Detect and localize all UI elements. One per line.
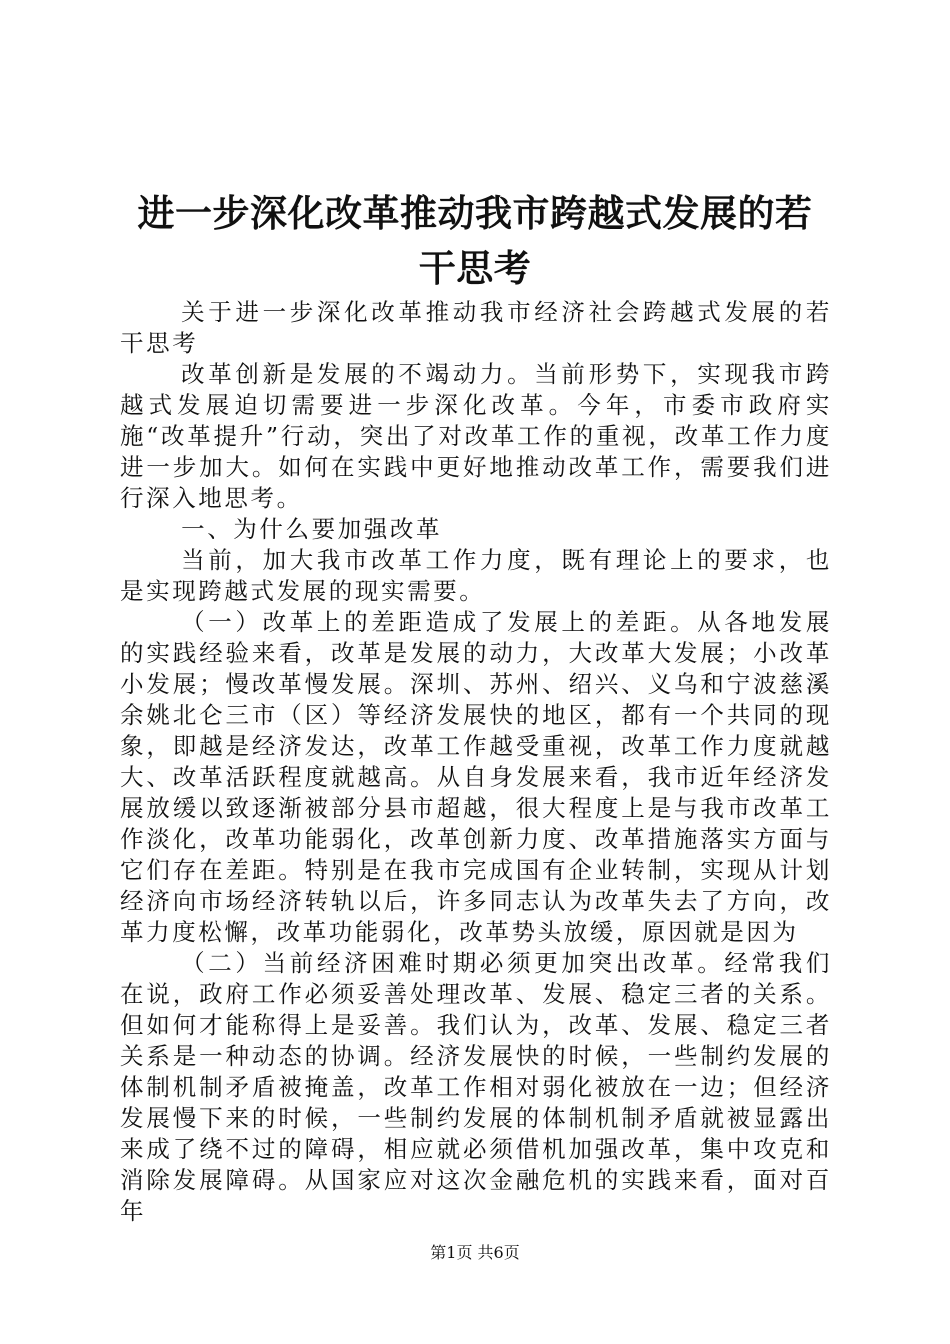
document-body (120, 297, 832, 1227)
document-title: 进一步深化改革推动我市跨越式发展的若干思考 (137, 191, 813, 290)
section-heading: 一、为什么要加强改革 (181, 515, 443, 543)
paragraph-point-one: （一）改革上的差距造成了发展上的差距。从各地发展的实践经验来看，改革是发展的动力，大改革大发展；小改革小发展；慢改革慢发展。深圳、苏州、绍兴、义乌和宁波慈溪余姚北仑三市（区）等经济发展快的地区，都有一个共同的现象，即越是经济发达，改革工作越受重视，改革工作力度就越大、改革活跃程度就越高。从自身发展来看，我市近年经济发展放缓以致逐渐被部分县市超越，很大程度上是与我市改革工作淡化，改革功能弱化，改革创新力度、改革措施落实方面与它们存在差距。特别是在我市完成国有企业转制，实现从计划经济向市场经济转轨以后，许多同志认为改革失去了方向，改革力度松懈，改革功能弱化，改革势头放缓，原因就是因为 (120, 608, 832, 946)
paragraph-subtitle: 关于进一步深化改革推动我市经济社会跨越式发展的若干思考 (120, 298, 832, 357)
paragraph-intro: 改革创新是发展的不竭动力。当前形势下，实现我市跨越式发展迫切需要进一步深化改革。今年，市委市政府实施“改革提升”行动，突出了对改革工作的重视，改革工作力度进一步加大。如何在实践中更好地推动改革工作，需要我们进行深入地思考。 (120, 360, 832, 512)
paragraph-point-two: （二）当前经济困难时期必须更加突出改革。经常我们在说，政府工作必须妥善处理改革、发展、稳定三者的关系。但如何才能称得上是妥善。我们认为，改革、发展、稳定三者关系是一种动态的协调。经济发展快的时候，一些制约发展的体制机制矛盾被掩盖，改革工作相对弱化被放在一边；但经济发展慢下来的时候，一些制约发展的体制机制矛盾就被显露出来成了绕不过的障碍，相应就必须借机加强改革，集中攻克和消除发展障碍。从国家应对这次金融危机的实践来看，面对百年 (120, 949, 832, 1225)
page-footer: 第1页 共6页 (430, 1243, 520, 1262)
paragraph-section-intro: 当前，加大我市改革工作力度，既有理论上的要求，也是实现跨越式发展的现实需要。 (120, 546, 832, 605)
